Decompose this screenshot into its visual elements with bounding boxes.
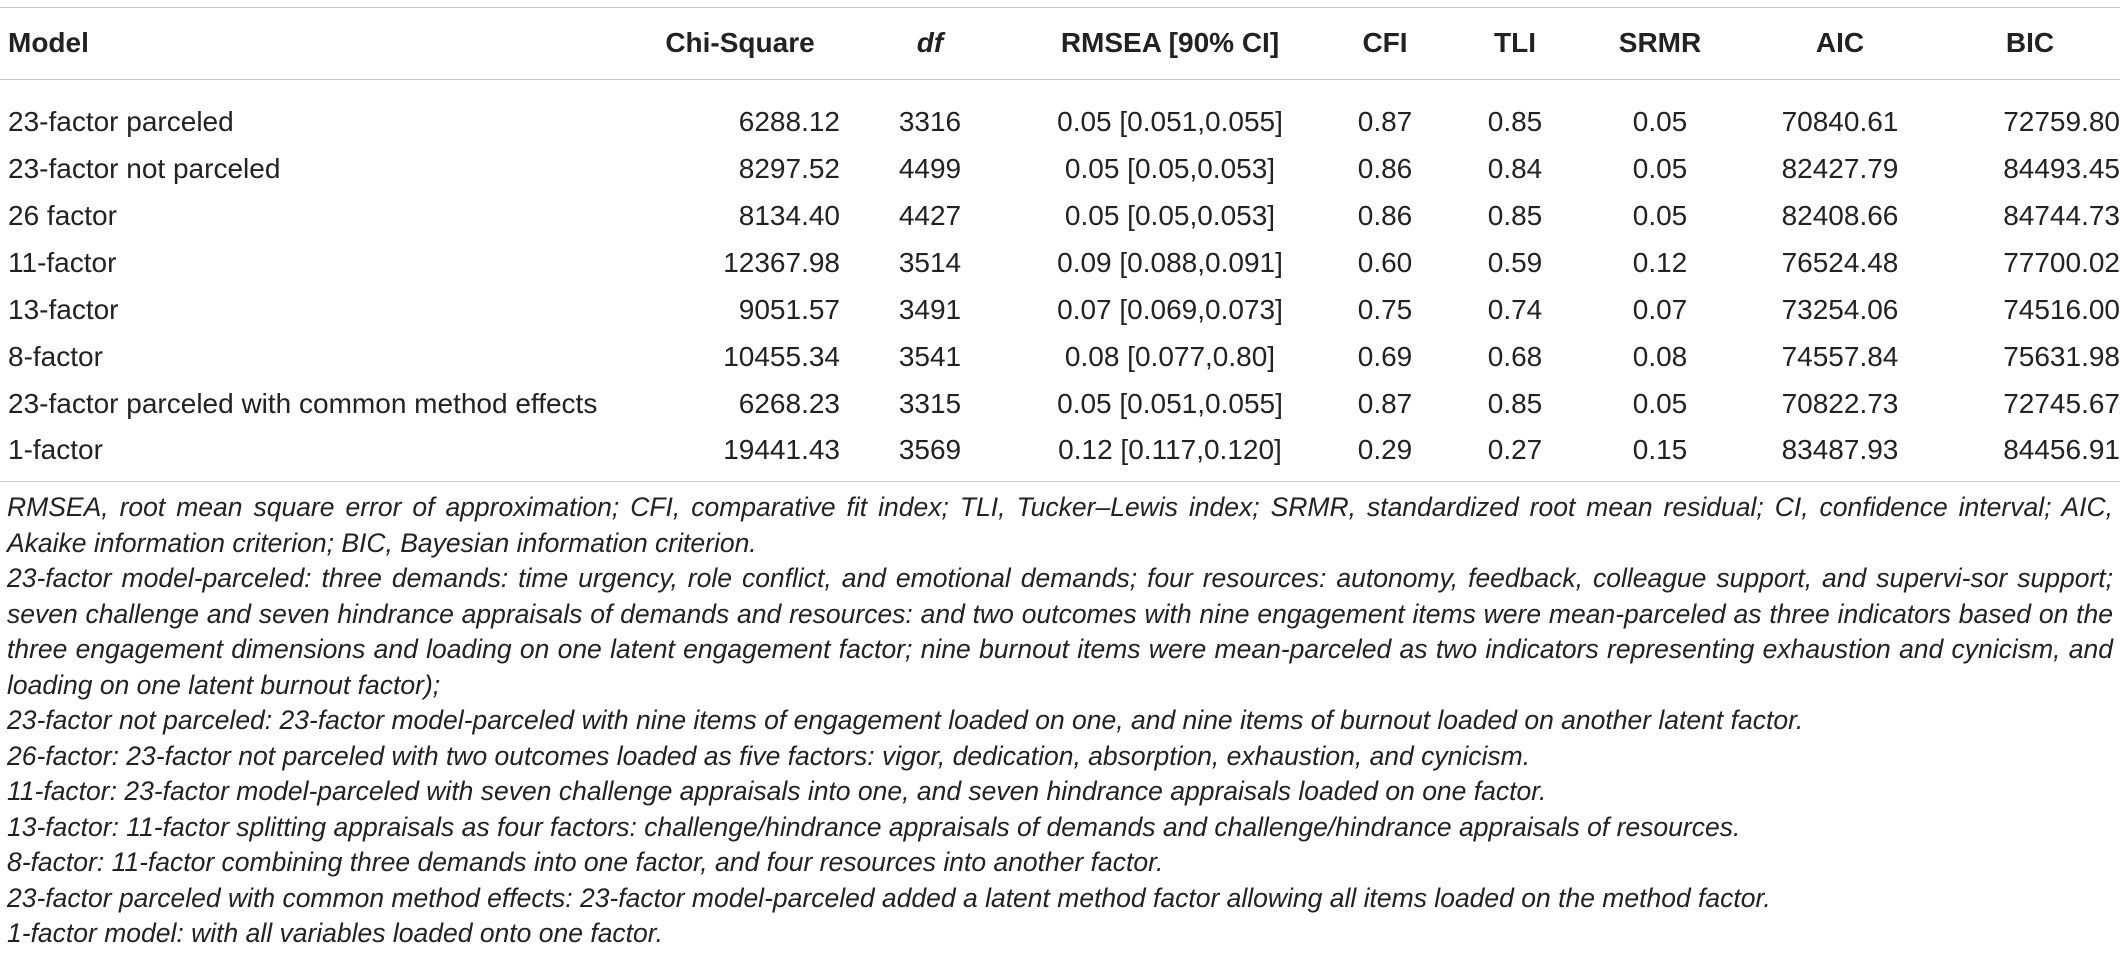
cell-chi-square: 10455.34: [723, 340, 840, 372]
footnote-common-method: 23-factor parceled with common method effects: 23-factor model-parceled added a latent method factor allowing all items loaded on the method factor.: [7, 882, 1771, 913]
cell-model: 11-factor: [8, 246, 117, 278]
cell-tli: 0.27: [1450, 428, 1580, 482]
table-row: [0, 146, 2120, 193]
cell-srmr: 0.08: [1632, 340, 1688, 372]
footnote-26-factor: 26-factor: 23-factor not parceled with two outcomes loaded as five factors: vigor, dedication, absorption, exhaustion, and cynicism.: [7, 740, 1531, 771]
cell-rmsea: 0.07 [0.069,0.073]: [1057, 293, 1283, 325]
cell-model: 8-factor: [8, 340, 103, 372]
table-footnotes: [7, 490, 2113, 952]
header-tli: TLI: [1450, 8, 1580, 80]
cell-df: 3514: [898, 246, 962, 278]
cell-model: 23-factor parceled: [8, 105, 234, 137]
table-row: [0, 381, 2120, 428]
cell-bic: 75631.98: [2003, 340, 2120, 372]
cell-chi-square: 12367.98: [723, 246, 840, 278]
footnote-23-factor-parceled: 23-factor model-parceled: three demands: time urgency, role conflict, and emotional demands; four resources: autonomy, feedback, colleague support, and supervi-sor support; seven challenge and seven hindrance appraisals of demands and resources: and two outcomes with nine engagement items were mean-parceled as three indicators based on the three engagement dimensions and loading on one latent engagement factor; nine burnout items were mean-parceled as two indicators representing exhaustion and cynicism, and loading on one latent burnout factor);: [7, 563, 2113, 700]
cell-aic: 82427.79: [1781, 152, 1899, 184]
cell-chi-square: 6268.23: [738, 387, 840, 419]
cell-df: 4499: [898, 152, 962, 184]
cell-tli: 0.68: [1487, 340, 1543, 372]
header-model: Model: [0, 8, 640, 80]
header-df: df: [840, 8, 1020, 80]
table-row: [0, 428, 2120, 482]
cell-model: 23-factor not parceled: [8, 152, 281, 184]
cell-bic: 84493.45: [2003, 152, 2120, 184]
table-row: [0, 240, 2120, 287]
cell-cfi: 0.86: [1357, 152, 1413, 184]
cell-df: 3316: [898, 105, 962, 137]
cell-cfi: 0.60: [1357, 246, 1413, 278]
fit-indices-table: [0, 7, 2120, 482]
cell-rmsea: 0.12 [0.117,0.120]: [1020, 428, 1320, 482]
table-row: [0, 193, 2120, 240]
cell-aic: 82408.66: [1781, 199, 1899, 231]
cell-srmr: 0.05: [1632, 152, 1688, 184]
footnote-8-factor: 8-factor: 11-factor combining three demands into one factor, and four resources into another factor.: [7, 847, 1164, 877]
footnote-23-factor-not-parceled: 23-factor not parceled: 23-factor model-parceled with nine items of engagement loaded on one, and nine items of burnout loaded on another latent factor.: [7, 705, 1804, 735]
cell-model: 1-factor: [0, 428, 640, 482]
cell-bic: 74516.00: [2003, 293, 2120, 325]
cell-aic: 70822.73: [1781, 387, 1899, 419]
cell-tli: 0.85: [1487, 105, 1543, 137]
cell-srmr: 0.05: [1632, 199, 1688, 231]
footnote-11-factor: 11-factor: 23-factor model-parceled with seven challenge appraisals into one, and seven hindrance appraisals loaded on one factor.: [7, 776, 1547, 806]
cell-df: 3491: [898, 293, 962, 325]
table-row: [0, 80, 2120, 146]
header-srmr: SRMR: [1580, 8, 1740, 80]
cell-rmsea: 0.05 [0.05,0.053]: [1064, 152, 1276, 184]
cell-chi-square: 6288.12: [738, 105, 840, 137]
cell-srmr: 0.07: [1632, 293, 1688, 325]
cell-df: 3569: [840, 428, 1020, 482]
cell-srmr: 0.05: [1632, 387, 1688, 419]
footnote-1-factor: 1-factor model: with all variables loaded onto one factor.: [7, 918, 663, 948]
cell-tli: 0.59: [1487, 246, 1543, 278]
cell-df: 3315: [898, 387, 962, 419]
table-row: [0, 287, 2120, 334]
cell-aic: 83487.93: [1740, 428, 1940, 482]
header-cfi: CFI: [1320, 8, 1450, 80]
cell-rmsea: 0.08 [0.077,0.80]: [1064, 340, 1276, 372]
cell-rmsea: 0.05 [0.051,0.055]: [1057, 387, 1283, 419]
table-row: [0, 334, 2120, 381]
cell-aic: 76524.48: [1781, 246, 1899, 278]
cell-rmsea: 0.09 [0.088,0.091]: [1057, 246, 1283, 278]
cell-cfi: 0.29: [1320, 428, 1450, 482]
cell-rmsea: 0.05 [0.05,0.053]: [1064, 199, 1276, 231]
cell-srmr: 0.15: [1580, 428, 1740, 482]
cell-cfi: 0.69: [1357, 340, 1413, 372]
cell-chi-square: 19441.43: [640, 428, 840, 482]
header-aic: AIC: [1740, 8, 1940, 80]
cell-bic: 72745.67: [2003, 387, 2120, 419]
cell-bic: 72759.80: [2003, 105, 2120, 137]
cell-model: 23-factor parceled with common method effects: [8, 387, 598, 419]
cell-cfi: 0.75: [1357, 293, 1413, 325]
cell-tli: 0.84: [1487, 152, 1543, 184]
cell-aic: 73254.06: [1781, 293, 1899, 325]
cell-model: 26 factor: [8, 199, 117, 231]
footnote-13-factor: 13-factor: 11-factor splitting appraisals as four factors: challenge/hindrance appraisals of demands and challenge/hindrance appraisals of resources.: [7, 811, 1741, 842]
cell-bic: 84456.91: [1940, 428, 2120, 482]
cell-srmr: 0.12: [1632, 246, 1688, 278]
cell-chi-square: 8297.52: [738, 152, 840, 184]
header-chi-square: Chi-Square: [640, 8, 840, 80]
cell-rmsea: 0.05 [0.051,0.055]: [1057, 105, 1283, 137]
cell-tli: 0.74: [1487, 293, 1543, 325]
header-rmsea: RMSEA [90% CI]: [1020, 8, 1320, 80]
cell-model: 13-factor: [8, 293, 119, 325]
cell-tli: 0.85: [1487, 199, 1543, 231]
cell-aic: 70840.61: [1781, 105, 1899, 137]
cell-cfi: 0.87: [1357, 387, 1413, 419]
footnote-abbreviations: RMSEA, root mean square error of approximation; CFI, comparative fit index; TLI, Tucker–Lewis index; SRMR, standardized root mean residual; CI, confidence interval; AIC, Akaike information criterion; BIC, Bayesian information criterion.: [7, 492, 2113, 558]
header-row: [0, 8, 2120, 80]
header-bic: BIC: [1940, 8, 2120, 80]
cell-cfi: 0.86: [1357, 199, 1413, 231]
cell-srmr: 0.05: [1632, 105, 1688, 137]
cell-bic: 84744.73: [2003, 199, 2120, 231]
cell-bic: 77700.02: [2003, 246, 2120, 278]
cell-chi-square: 8134.40: [738, 199, 840, 231]
cell-aic: 74557.84: [1781, 340, 1899, 372]
cell-cfi: 0.87: [1357, 105, 1413, 137]
cell-df: 4427: [898, 199, 962, 231]
cell-tli: 0.85: [1487, 387, 1543, 419]
cell-chi-square: 9051.57: [738, 293, 840, 325]
cell-df: 3541: [898, 340, 962, 372]
